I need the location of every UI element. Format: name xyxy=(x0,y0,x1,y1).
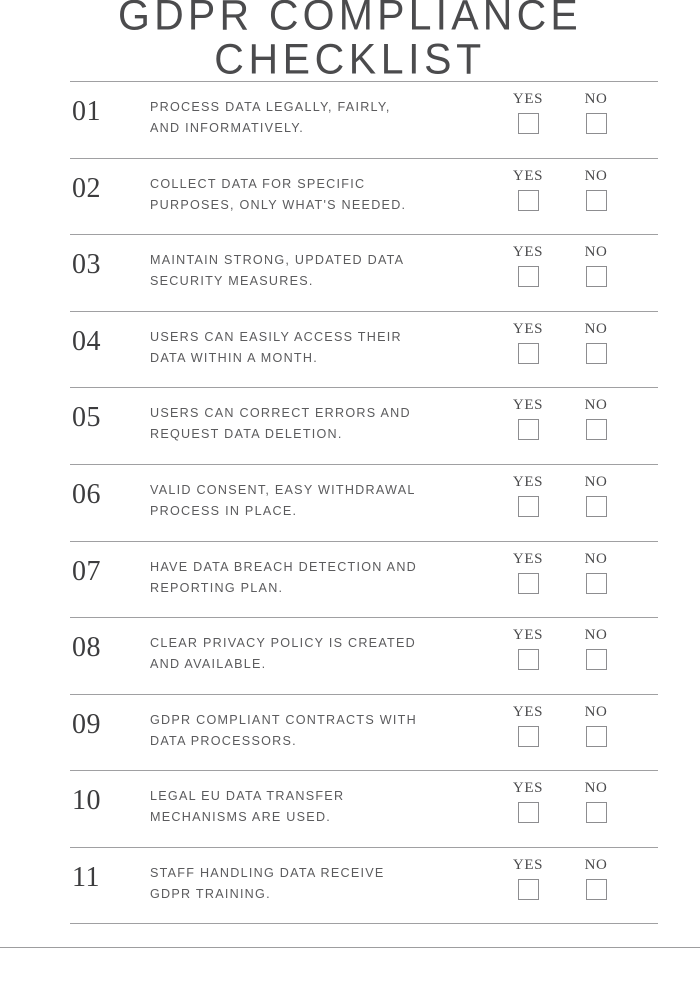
answer-no-label: NO xyxy=(584,856,608,873)
row-item-text-line-1: GDPR COMPLIANT CONTRACTS WITH xyxy=(150,712,417,727)
answer-no xyxy=(566,90,626,134)
row-item-text xyxy=(150,174,520,216)
row-item-text-line-2: DATA PROCESSORS. xyxy=(150,733,297,748)
answer-yes-label: YES xyxy=(512,167,544,184)
answer-yes-label: YES xyxy=(512,397,544,414)
checklist-row xyxy=(70,234,658,311)
row-answers xyxy=(498,320,658,380)
answer-no-label: NO xyxy=(584,320,608,337)
answer-yes xyxy=(498,320,558,364)
answer-yes-label: YES xyxy=(512,320,544,337)
checklist-row xyxy=(70,81,658,158)
row-number: 06 xyxy=(72,478,101,510)
checklist-row xyxy=(70,770,658,847)
answer-no xyxy=(566,243,626,287)
answer-no xyxy=(566,856,626,900)
row-item-text xyxy=(150,327,520,369)
answer-yes xyxy=(498,167,558,211)
answer-yes-label: YES xyxy=(512,856,544,873)
checklist-row xyxy=(70,541,658,618)
row-item-text xyxy=(150,557,520,599)
answer-yes xyxy=(498,779,558,823)
row-item-text xyxy=(150,250,520,292)
row-number: 01 xyxy=(72,96,101,127)
checklist-table xyxy=(70,81,658,924)
answer-yes xyxy=(498,396,558,440)
answer-yes xyxy=(498,90,558,134)
row-answers xyxy=(498,703,658,763)
answer-no-label: NO xyxy=(584,397,608,414)
answer-yes xyxy=(498,550,558,594)
row-item-text-line-1: HAVE DATA BREACH DETECTION AND xyxy=(150,559,418,574)
row-number: 03 xyxy=(72,249,101,281)
row-item-text-line-2: GDPR TRAINING. xyxy=(150,886,271,901)
row-number: 08 xyxy=(72,632,101,664)
row-item-text xyxy=(150,480,520,522)
row-item-text xyxy=(150,403,520,445)
row-item-text-line-1: COLLECT DATA FOR SPECIFIC xyxy=(150,176,366,191)
answer-no-label: NO xyxy=(584,550,608,567)
row-number: 02 xyxy=(72,172,101,204)
checkbox-no[interactable] xyxy=(586,879,607,900)
answer-no xyxy=(566,550,626,594)
checkbox-yes[interactable] xyxy=(518,879,539,900)
row-item-text xyxy=(150,786,520,828)
checkbox-yes[interactable] xyxy=(518,113,539,134)
checklist-row xyxy=(70,617,658,694)
checkbox-no[interactable] xyxy=(586,113,607,134)
row-number: 09 xyxy=(72,708,101,740)
checkbox-no[interactable] xyxy=(586,266,607,287)
checkbox-yes[interactable] xyxy=(518,649,539,670)
row-item-text-line-2: REPORTING PLAN. xyxy=(150,580,284,595)
checkbox-no[interactable] xyxy=(586,343,607,364)
row-answers xyxy=(498,550,658,610)
checklist-row xyxy=(70,694,658,771)
answer-no xyxy=(566,167,626,211)
page-title xyxy=(0,0,700,83)
answer-yes xyxy=(498,473,558,517)
checkbox-no[interactable] xyxy=(586,649,607,670)
answer-no xyxy=(566,703,626,747)
answer-no-label: NO xyxy=(584,780,608,797)
answer-yes-label: YES xyxy=(512,244,544,261)
row-item-text-line-1: VALID CONSENT, EASY WITHDRAWAL xyxy=(150,482,416,497)
row-item-text-line-2: PURPOSES, ONLY WHAT'S NEEDED. xyxy=(150,197,407,212)
row-item-text-line-1: MAINTAIN STRONG, UPDATED DATA xyxy=(150,253,405,268)
answer-no xyxy=(566,320,626,364)
row-number: 11 xyxy=(72,861,100,893)
row-item-text-line-2: AND INFORMATIVELY. xyxy=(150,121,305,135)
answer-yes-label: YES xyxy=(512,550,544,567)
row-number: 04 xyxy=(72,325,101,357)
answer-no-label: NO xyxy=(584,473,608,490)
answer-no-label: NO xyxy=(584,627,608,644)
row-answers xyxy=(498,856,658,916)
row-answers xyxy=(498,90,658,150)
answer-yes-label: YES xyxy=(512,473,544,490)
checkbox-yes[interactable] xyxy=(518,266,539,287)
row-item-text-line-1: USERS CAN EASILY ACCESS THEIR xyxy=(150,329,402,344)
answer-yes xyxy=(498,703,558,747)
answer-yes xyxy=(498,243,558,287)
row-number: 07 xyxy=(72,555,101,587)
checkbox-yes[interactable] xyxy=(518,496,539,517)
row-number: 05 xyxy=(72,402,101,434)
checkbox-yes[interactable] xyxy=(518,190,539,211)
row-item-text-line-2: MECHANISMS ARE USED. xyxy=(150,810,332,825)
answer-yes-label: YES xyxy=(512,703,544,720)
answer-yes xyxy=(498,856,558,900)
checkbox-yes[interactable] xyxy=(518,573,539,594)
row-item-text xyxy=(150,633,520,675)
row-answers xyxy=(498,473,658,533)
checkbox-no[interactable] xyxy=(586,573,607,594)
answer-yes-label: YES xyxy=(512,780,544,797)
row-item-text-line-2: SECURITY MEASURES. xyxy=(150,274,314,289)
answer-yes xyxy=(498,626,558,670)
row-item-text-line-1: STAFF HANDLING DATA RECEIVE xyxy=(150,865,385,880)
row-item-text-line-1: CLEAR PRIVACY POLICY IS CREATED xyxy=(150,636,416,651)
answer-no xyxy=(566,626,626,670)
checkbox-yes[interactable] xyxy=(518,802,539,823)
row-answers xyxy=(498,167,658,227)
answer-no xyxy=(566,473,626,517)
checklist-row xyxy=(70,311,658,388)
answer-yes-label: YES xyxy=(512,91,544,107)
checkbox-yes[interactable] xyxy=(518,343,539,364)
row-item-text-line-2: DATA WITHIN A MONTH. xyxy=(150,350,318,365)
page-title-line-2: CHECKLIST xyxy=(214,34,486,83)
page-title-line-1: GDPR COMPLIANCE xyxy=(118,0,582,39)
checkbox-no[interactable] xyxy=(586,419,607,440)
row-item-text xyxy=(150,710,520,752)
row-number: 10 xyxy=(72,785,101,817)
checkbox-no[interactable] xyxy=(586,802,607,823)
row-item-text-line-2: AND AVAILABLE. xyxy=(150,657,267,672)
row-item-text-line-2: REQUEST DATA DELETION. xyxy=(150,427,343,442)
checkbox-no[interactable] xyxy=(586,190,607,211)
checkbox-yes[interactable] xyxy=(518,726,539,747)
checkbox-yes[interactable] xyxy=(518,419,539,440)
checkbox-no[interactable] xyxy=(586,496,607,517)
row-item-text xyxy=(150,863,520,905)
row-item-text-line-1: LEGAL EU DATA TRANSFER xyxy=(150,789,345,804)
answer-no-label: NO xyxy=(584,244,608,261)
checklist-row xyxy=(70,387,658,464)
footer-divider xyxy=(0,947,700,948)
row-item-text xyxy=(150,97,520,139)
answer-no-label: NO xyxy=(584,167,608,184)
answer-yes-label: YES xyxy=(512,627,544,644)
row-item-text-line-2: PROCESS IN PLACE. xyxy=(150,503,298,518)
row-answers xyxy=(498,396,658,456)
row-answers xyxy=(498,243,658,303)
answer-no xyxy=(566,779,626,823)
answer-no-label: NO xyxy=(584,703,608,720)
checkbox-no[interactable] xyxy=(586,726,607,747)
row-answers xyxy=(498,779,658,839)
answer-no-label: NO xyxy=(584,91,608,107)
checklist-row xyxy=(70,847,658,924)
row-item-text-line-1: USERS CAN CORRECT ERRORS AND xyxy=(150,406,411,421)
row-item-text-line-1: PROCESS DATA LEGALLY, FAIRLY, xyxy=(150,100,391,114)
row-answers xyxy=(498,626,658,686)
answer-no xyxy=(566,396,626,440)
checklist-row xyxy=(70,464,658,541)
checklist-row xyxy=(70,158,658,235)
